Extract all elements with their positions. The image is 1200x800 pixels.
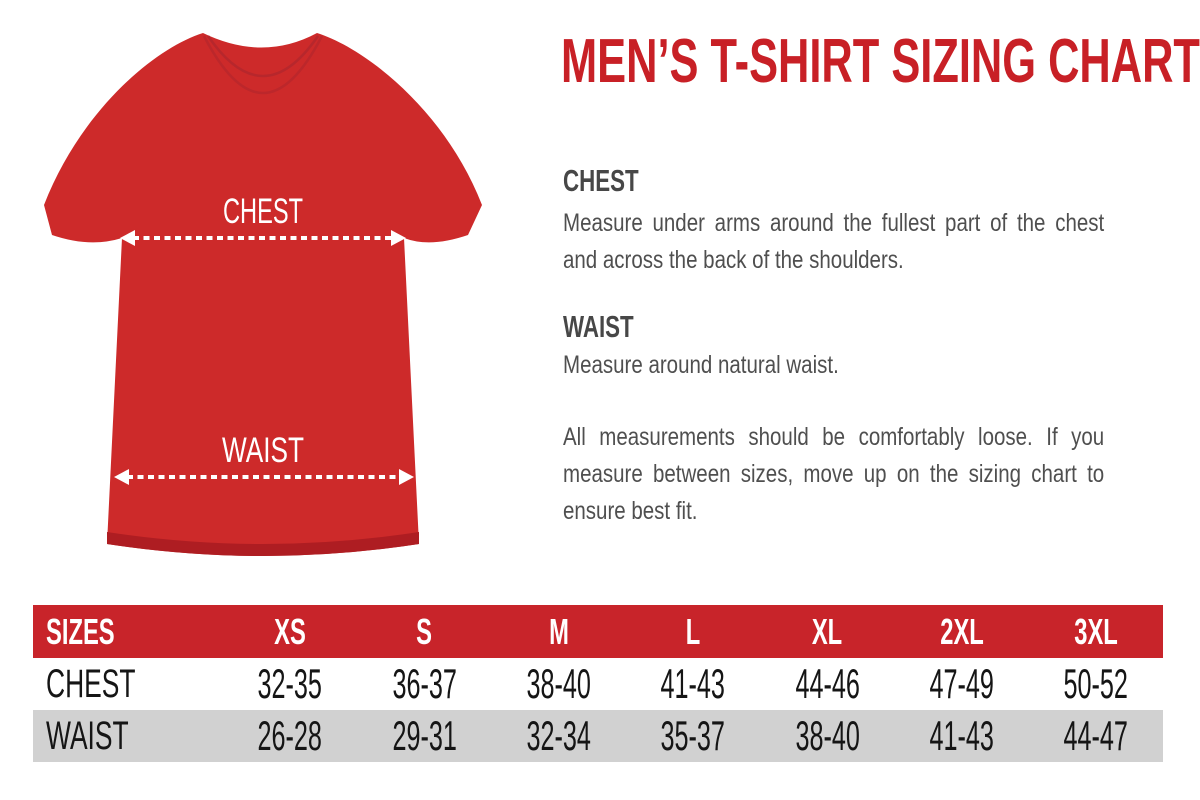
size-value: 26-28 xyxy=(257,712,323,759)
header-label: L xyxy=(685,610,701,652)
size-value: 50-52 xyxy=(1063,660,1129,707)
size-cell xyxy=(894,710,1028,762)
header-label: 3XL xyxy=(1074,610,1118,652)
size-value: 47-49 xyxy=(929,660,994,707)
size-cell xyxy=(894,658,1028,710)
size-cell xyxy=(357,710,491,762)
size-value: 44-47 xyxy=(1063,712,1129,759)
size-cell xyxy=(1029,710,1163,762)
size-value: 38-40 xyxy=(795,712,860,759)
size-cell xyxy=(760,710,894,762)
header-label: 2XL xyxy=(939,610,984,652)
header-label: S xyxy=(416,610,433,652)
table-row-chest xyxy=(33,658,1163,710)
size-table xyxy=(33,605,1163,762)
header-cell-xl xyxy=(760,605,894,658)
waist-label-on-shirt: WAIST xyxy=(222,431,304,470)
row-label-cell xyxy=(33,658,223,710)
waist-section-body: Measure around natural waist. xyxy=(563,351,839,379)
header-label: XL xyxy=(812,610,843,652)
fit-note: All measurements should be comfortably loose. If you measure between sizes, move up on the sizing chart to ensure best fit. xyxy=(563,423,1105,525)
row-label-cell xyxy=(33,710,223,762)
size-cell xyxy=(626,658,760,710)
size-value: 41-43 xyxy=(660,660,726,707)
size-cell xyxy=(492,710,626,762)
row-label: CHEST xyxy=(46,661,136,706)
size-value: 36-37 xyxy=(392,660,457,707)
size-value: 41-43 xyxy=(929,712,994,759)
size-cell xyxy=(1029,658,1163,710)
size-value: 44-46 xyxy=(795,660,860,707)
size-cell xyxy=(357,658,491,710)
page-title: MEN’S T-SHIRT SIZING CHART xyxy=(561,27,1200,96)
header-label: XS xyxy=(274,610,306,652)
size-cell xyxy=(492,658,626,710)
size-cell xyxy=(223,710,357,762)
header-cell-m xyxy=(492,605,626,658)
size-value: 32-35 xyxy=(257,660,323,707)
chest-section-heading: CHEST xyxy=(563,163,639,198)
tshirt-illustration xyxy=(30,20,490,560)
size-value: 35-37 xyxy=(660,712,726,759)
header-cell-3xl xyxy=(1029,605,1163,658)
header-cell-s xyxy=(357,605,491,658)
table-row-waist xyxy=(33,710,1163,762)
row-label: WAIST xyxy=(46,713,129,758)
header-cell-xs xyxy=(223,605,357,658)
chest-label-on-shirt: CHEST xyxy=(223,192,303,231)
table-header-row xyxy=(33,605,1163,658)
size-cell xyxy=(223,658,357,710)
tshirt-body xyxy=(44,33,482,556)
chest-section-body: Measure under arms around the fullest part of the chest and across the back of the shoulders. xyxy=(563,209,1105,274)
header-cell-l xyxy=(626,605,760,658)
header-label: SIZES xyxy=(46,610,115,652)
size-value: 29-31 xyxy=(392,712,457,759)
header-cell-sizes xyxy=(33,605,223,658)
size-value: 38-40 xyxy=(526,660,591,707)
header-cell-2xl xyxy=(894,605,1028,658)
header-label: M xyxy=(548,610,569,652)
size-value: 32-34 xyxy=(526,712,591,759)
size-cell xyxy=(760,658,894,710)
size-cell xyxy=(626,710,760,762)
waist-section-heading: WAIST xyxy=(563,309,634,344)
